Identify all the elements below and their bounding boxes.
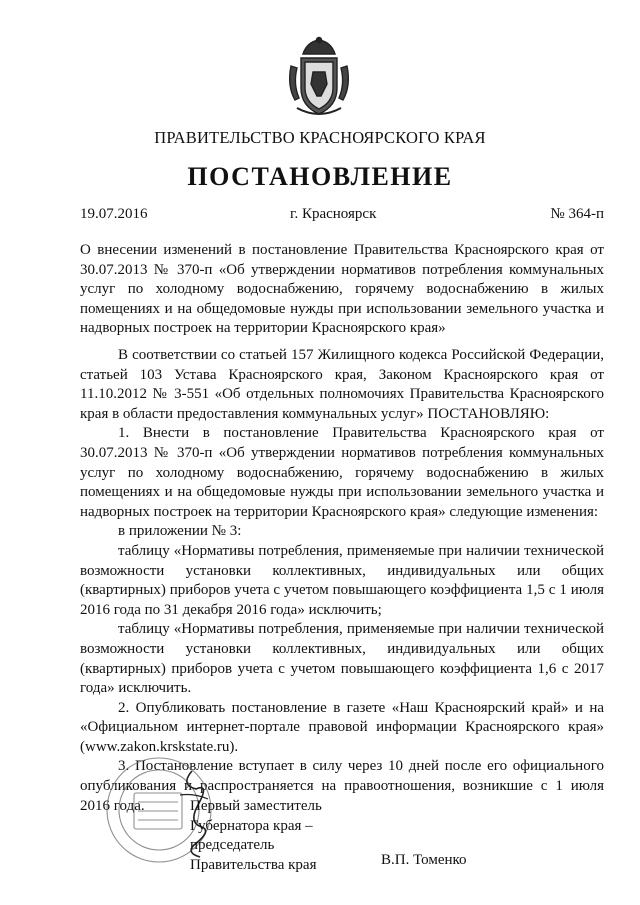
signature-position-line-2: Губернатора края –: [190, 817, 313, 834]
item-1-paragraph: 1. Внести в постановление Правительства Красноярского края от 30.07.2013 № 370-п «Об утверждении нормативов потребления коммунальных услуг по холодному водоснабжению, горячему водоснабжению в жилых помещениях и на общедомовые нужды при использовании земельного участка и надворных построек на территории Красноярского края» следующие изменения:: [80, 425, 604, 520]
appendix-paragraph: в приложении № 3:: [118, 523, 242, 540]
document-type-title: ПОСТАНОВЛЕНИЕ: [187, 162, 453, 191]
document-city: г. Красноярск: [290, 206, 377, 222]
table-2-paragraph: таблицу «Нормативы потребления, применяемые при наличии технической возможности установки коллективных, индивидуальных или общих (квартирных) приборов учета с учетом повышающего коэффициента 1,6 с 2017 года» исключить.: [80, 621, 604, 697]
document-body: [80, 346, 604, 816]
document-date: 19.07.2016: [80, 206, 148, 222]
document-number: № 364-п: [550, 206, 604, 222]
signature-position-line-4: Правительства края: [190, 856, 317, 873]
signature-position-line-1: Первый заместитель: [190, 798, 322, 814]
government-name: ПРАВИТЕЛЬСТВО КРАСНОЯРСКОГО КРАЯ: [154, 128, 486, 147]
preamble-paragraph: В соответствии со статьей 157 Жилищного кодекса Российской Федерации, статьей 103 Устава Красноярского края, Законом Красноярского края от 11.10.2012 № 3-551 «Об отдельных полномочиях Правительства Красноярского края в области предоставления коммунальных услуг» ПОСТАНОВЛЯЮ:: [80, 347, 604, 422]
signer-name: В.П. Томенко: [381, 852, 467, 868]
table-1-paragraph: таблицу «Нормативы потребления, применяемые при наличии технической возможности установки коллективных, индивидуальных или общих (квартирных) приборов учета с учетом повышающего коэффициента 1,5 с 1 июля 2016 года по 31 декабря 2016 года» исключить;: [80, 542, 604, 618]
document-meta: [80, 206, 604, 226]
document-subject: О внесении изменений в постановление Правительства Красноярского края от 30.07.2013 № 370-п «Об утверждении нормативов потребления коммунальных услуг по холодному водоснабжению, горячему водоснабжению в жилых помещениях и на общедомовые нужды при использовании земельного участка и надворных построек на территории Красноярского края»: [80, 242, 604, 336]
coat-of-arms-icon: [283, 36, 355, 120]
signature-position-line-3: председатель: [190, 837, 275, 854]
item-2-paragraph: 2. Опубликовать постановление в газете «Наш Красноярский край» и на «Официальном интернет-портале правовой информации Красноярского края» (www.zakon.krskstate.ru).: [80, 699, 604, 755]
item-3-paragraph: 3. Постановление вступает в силу через 10 дней после его официального опубликования и распространяется на правоотношения, возникшие с 1 июля 2016 года.: [80, 758, 604, 814]
